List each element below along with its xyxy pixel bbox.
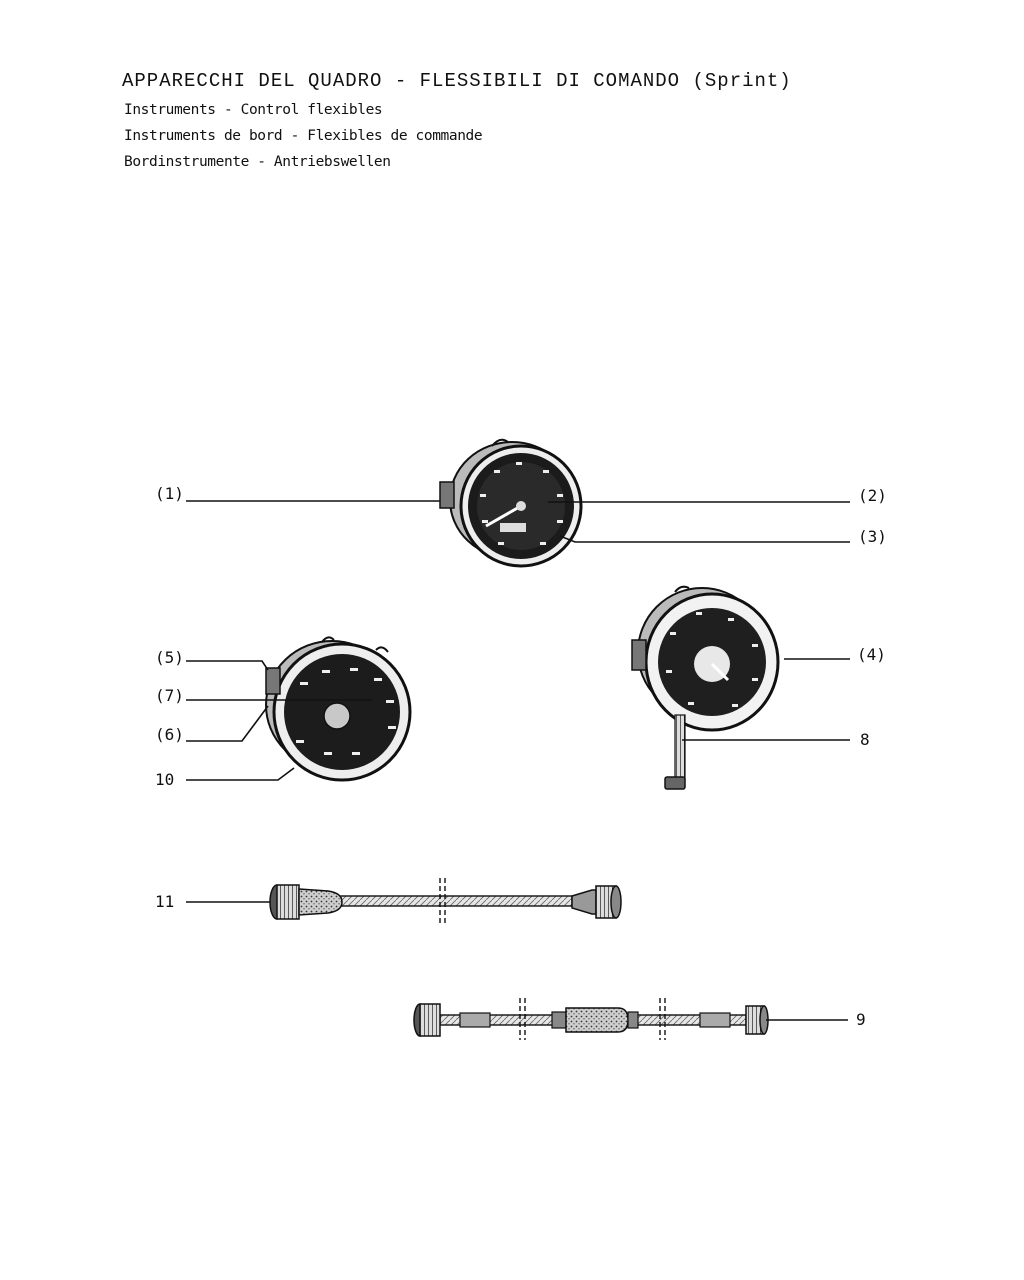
- flexible-cable-9: [414, 998, 768, 1040]
- subtitle-french: Instruments de bord - Flexibles de commande: [124, 128, 483, 144]
- subtitle-english: Instruments - Control flexibles: [124, 102, 383, 118]
- callout-1: (1): [155, 484, 184, 503]
- callout-10: 10: [155, 770, 175, 789]
- leader-3: [560, 536, 850, 542]
- leader-5: [186, 661, 268, 670]
- combination-gauge: [266, 637, 410, 780]
- leader-6: [186, 706, 268, 741]
- callout-3: (3): [858, 527, 887, 546]
- callout-2: (2): [858, 486, 887, 505]
- page-title: APPARECCHI DEL QUADRO - FLESSIBILI DI COMANDO (Sprint): [122, 70, 792, 92]
- callout-8: 8: [860, 730, 870, 749]
- leader-10: [186, 768, 294, 780]
- callout-11: 11: [155, 892, 175, 911]
- callout-5: (5): [155, 648, 184, 667]
- callout-9: 9: [856, 1010, 866, 1029]
- callout-7: (7): [155, 686, 184, 705]
- flexible-cable-11: [270, 878, 621, 924]
- speedometer-gauge: [440, 440, 581, 566]
- leader-lines: [186, 501, 850, 1020]
- callout-6: (6): [155, 725, 184, 744]
- tachometer-gauge: [632, 587, 778, 789]
- callout-4: (4): [857, 645, 886, 664]
- subtitle-german: Bordinstrumente - Antriebswellen: [124, 154, 391, 170]
